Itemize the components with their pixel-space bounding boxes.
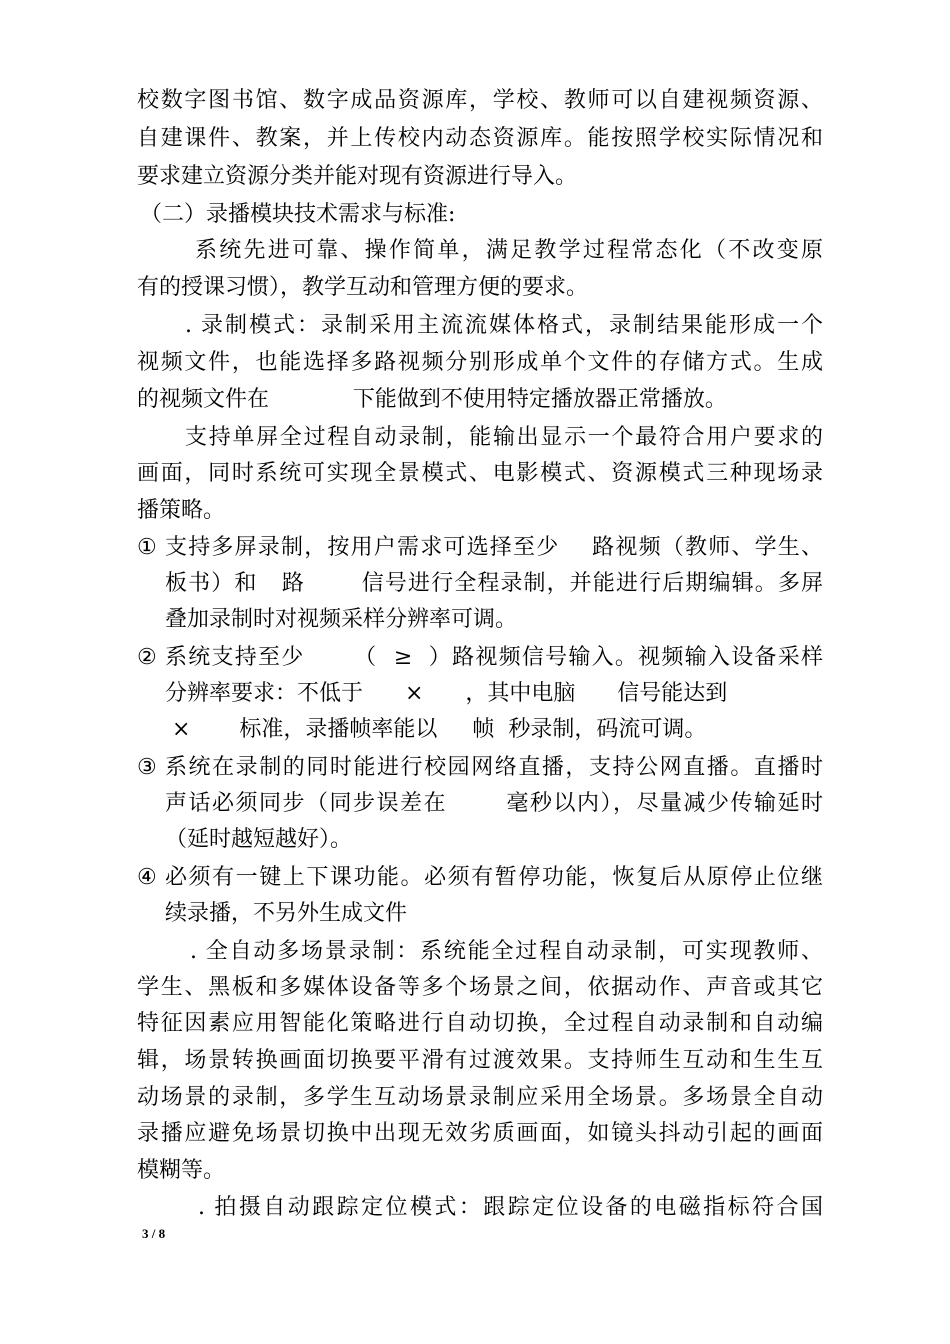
body-text-line: 的视频文件在 下能做到不使用特定播放器正常播放。 xyxy=(137,387,727,412)
body-text-line: 特征因素应用智能化策略进行自动切换，全过程自动录制和自动编 xyxy=(137,1011,823,1036)
body-text-line: 播策略。 xyxy=(137,498,226,523)
list-marker: ② xyxy=(137,645,157,670)
body-text-line: 系统先进可靠、操作简单，满足教学过程常态化（不改变原 xyxy=(195,238,823,263)
list-item-text: 续录播，不另外生成文件 xyxy=(165,901,408,926)
body-text-line: 支持单屏全过程自动录制，能输出显示一个最符合用户要求的 xyxy=(185,425,823,450)
list-marker: ③ xyxy=(137,755,157,780)
list-item-text: 声话必须同步（同步误差在 毫秒以内），尽量减少传输延时 xyxy=(165,791,823,816)
page-number: 3 / 8 xyxy=(142,1226,166,1241)
list-item-text: 必须有一键上下课功能。必须有暂停功能，恢复后从原停止位继 xyxy=(165,865,823,890)
body-text-line: 学生、黑板和多媒体设备等多个场景之间，依据动作、声音或其它 xyxy=(137,975,823,1000)
body-text-line: 自建课件、教案，并上传校内动态资源库。能按照学校实际情况和 xyxy=(137,126,823,151)
body-text-line: 模糊等。 xyxy=(137,1158,226,1183)
list-item-text: （延时越短越好）。 xyxy=(165,827,353,852)
list-item-text: 系统支持至少 （ ≥ ）路视频信号输入。视频输入设备采样 xyxy=(165,645,823,670)
body-text-line: 动场景的录制，多学生互动场景录制应采用全场景。多场景全自动 xyxy=(137,1085,823,1110)
list-item-text: 叠加录制时对视频采样分辨率可调。 xyxy=(165,607,518,632)
body-text-line: 视频文件，也能选择多路视频分别形成单个文件的存储方式。生成 xyxy=(137,350,823,375)
body-text-line: 要求建立资源分类并能对现有资源进行导入。 xyxy=(137,164,578,189)
list-marker: ④ xyxy=(137,865,157,890)
body-text-line: 校数字图书馆、数字成品资源库，学校、教师可以自建视频资源、 xyxy=(137,88,823,113)
body-text-line: 画面，同时系统可实现全景模式、电影模式、资源模式三种现场录 xyxy=(137,461,823,486)
body-text-line: 有的授课习惯），教学互动和管理方便的要求。 xyxy=(137,275,589,300)
body-text-line: . 全自动多场景录制：系统能全过程自动录制，可实现教师、 xyxy=(190,939,823,964)
list-item-text: × 标准，录播帧率能以 帧 秒录制，码流可调。 xyxy=(172,717,707,742)
list-marker: ① xyxy=(137,535,157,560)
list-item-text: 板书）和 路 信号进行全程录制，并能进行后期编辑。多屏 xyxy=(165,571,823,596)
list-item-text: 支持多屏录制，按用户需求可选择至少 路视频（教师、学生、 xyxy=(165,535,823,560)
body-text-line: 录播应避免场景切换中出现无效劣质画面，如镜头抖动引起的画面 xyxy=(137,1121,823,1146)
section-heading: （二）录播模块技术需求与标准: xyxy=(140,202,456,227)
list-item-text: 系统在录制的同时能进行校园网络直播，支持公网直播。直播时 xyxy=(165,755,823,780)
list-item-text: 分辨率要求：不低于 × ，其中电脑 信号能达到 xyxy=(165,681,728,706)
body-text-line: . 拍摄自动跟踪定位模式：跟踪定位设备的电磁指标符合国 xyxy=(198,1195,823,1220)
body-text-line: 辑，场景转换画面切换要平滑有过渡效果。支持师生互动和生生互 xyxy=(137,1048,823,1073)
body-text-line: . 录制模式：录制采用主流流媒体格式，录制结果能形成一个 xyxy=(185,313,823,338)
